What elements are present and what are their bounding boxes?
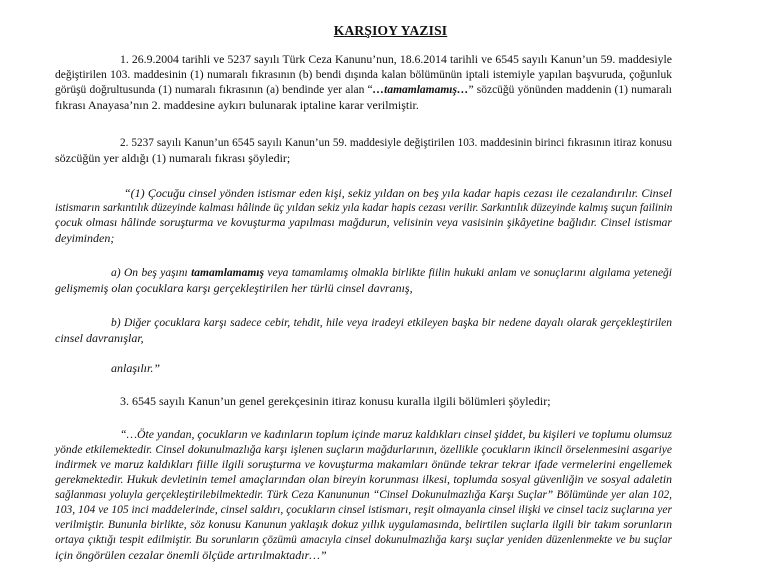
quote-a-pre: a) On beş yaşını bbox=[111, 267, 192, 279]
emphasized-word: …tamamlamamış… bbox=[372, 84, 469, 96]
paragraph-1-line-3-pre: görüşü doğrultusunda (1) numaralı fıkrasının (a) bendinde yer alan “ bbox=[55, 84, 373, 96]
rationale-line-6: 103, 104 ve 105 inci maddelerinde, cinsel saldırı, çocukların cinsel istismarı, reşit olmayanla cinsel ilişki ve cinsel taciz suçlarına yer bbox=[55, 504, 672, 516]
quote-a-line-2: gelişmemiş olan çocuklara karşı gerçekleştirilen her türlü cinsel davranış, bbox=[55, 281, 413, 295]
quote-a-bold-word: tamamlamamış bbox=[191, 267, 264, 279]
rationale-line-8: ortaya çıktığı tespit edilmiştir. Bu sorunların çözümü amacıyla cinsel dokunulmazlığa karşı suçlar yeniden düzenlenmekte ve bu suçlar bbox=[55, 534, 672, 546]
quote-1-line-2: istismarın sarkıntılık düzeyinde kalması hâlinde üç yıldan sekiz yıla kadar hapis cezası verilir. Sarkıntılık düzeyinde kalmış suçun failinin bbox=[55, 202, 673, 214]
quote-a-post: veya tamamlamış olmakla birlikte fiilin hukuki anlam ve sonuçlarını algılama yeteneği bbox=[263, 267, 673, 279]
paragraph-3-line-1: 3. 6545 sayılı Kanun’un genel gerekçesinin itiraz konusu kuralla ilgili bölümleri şöyledir; bbox=[120, 394, 551, 408]
quote-closing: anlaşılır.” bbox=[111, 361, 161, 375]
paragraph-1-line-3-post: ” sözcüğü yönünden maddenin (1) numaralı bbox=[468, 84, 672, 96]
quote-1-line-1: “(1) Çocuğu cinsel yönden istismar eden kişi, sekiz yıldan on beş yıla kadar hapis cezası ile cezalandırılır. Cinsel bbox=[124, 186, 672, 200]
paragraph-1-line-4: fıkrası Anayasa’nın 2. maddesine aykırı bulunarak iptaline karar verilmiştir. bbox=[55, 98, 419, 112]
quote-1-line-3: çocuk olması hâlinde soruşturma ve kovuşturma yapılması mağdurun, velisinin veya vasisinin şikâyetine bağlıdır. Cinsel istismar bbox=[55, 216, 672, 229]
quote-1-line-4: deyiminden; bbox=[55, 231, 115, 245]
paragraph-2-line-1: 2. 5237 sayılı Kanun’un 6545 sayılı Kanun’un 59. maddesiyle değiştirilen 103. maddesinin birinci fıkrasının itiraz konusu bbox=[120, 137, 672, 149]
document-title: KARŞIOY YAZISI bbox=[333, 23, 448, 38]
rationale-line-2: yönde etkilemektedir. Cinsel dokunulmazlığa karşı işlenen suçların mağdurlarının, özellikle çocukların ikincil örselenmesini asgariye bbox=[55, 444, 672, 456]
rationale-line-5: sağlanması yoluyla gerçekleştirilebilmektedir. Türk Ceza Kanununun “Cinsel Dokunulmazlığa Karşı Suçlar” Bölümünde yer alan 102, bbox=[55, 489, 672, 501]
rationale-line-1: “…Öte yandan, çocukların ve kadınların toplum içinde maruz kaldıkları cinsel şiddet, bu kişileri ve toplumu olumsuz bbox=[120, 428, 672, 441]
rationale-line-9: için öngörülen cezalar önemli ölçüde artırılmaktadır…” bbox=[55, 548, 327, 562]
quote-b-line-2: cinsel davranışlar, bbox=[55, 331, 144, 345]
paragraph-1-line-3 bbox=[55, 83, 672, 97]
quote-b-line-1: b) Diğer çocuklara karşı sadece cebir, tehdit, hile veya iradeyi etkileyen başka bir nedene dayalı olarak gerçekleştirilen bbox=[111, 317, 672, 329]
paragraph-1-line-2: değiştirilen 103. maddesinin (1) numaralı fıkrasının (b) bendi dışında kalan bölümünün iptali istemiyle yapılan başvuruda, çoğunluk bbox=[55, 69, 672, 81]
paragraph-1-line-1: 1. 26.9.2004 tarihli ve 5237 sayılı Türk Ceza Kanunu’nun, 18.6.2014 tarihli ve 6545 sayılı Kanun’un 59. maddesiyle bbox=[120, 53, 672, 66]
rationale-line-7: verilmiştir. Bununla birlikte, söz konusu Kanunun yaklaşık dokuz yıllık uygulamasında, belirtilen suçlarla ilgili bir takım sorunların bbox=[55, 519, 672, 531]
rationale-line-4: gerekmektedir. Hukuk devletinin temel amaçlarından olan bireyin korunması ilkesi, toplumda sosyal güvenliğin ve sosyal adaletin bbox=[55, 473, 672, 486]
quote-a-line-1 bbox=[111, 266, 672, 280]
paragraph-2-line-2: sözcüğün yer aldığı (1) numaralı fıkrası şöyledir; bbox=[55, 151, 291, 165]
rationale-line-3: indirmek ve maruz kaldıkları fiille ilgili soruşturma ve kovuşturma makamları önünde tekrar tekrar ifade vermelerini engellemek bbox=[55, 458, 672, 471]
